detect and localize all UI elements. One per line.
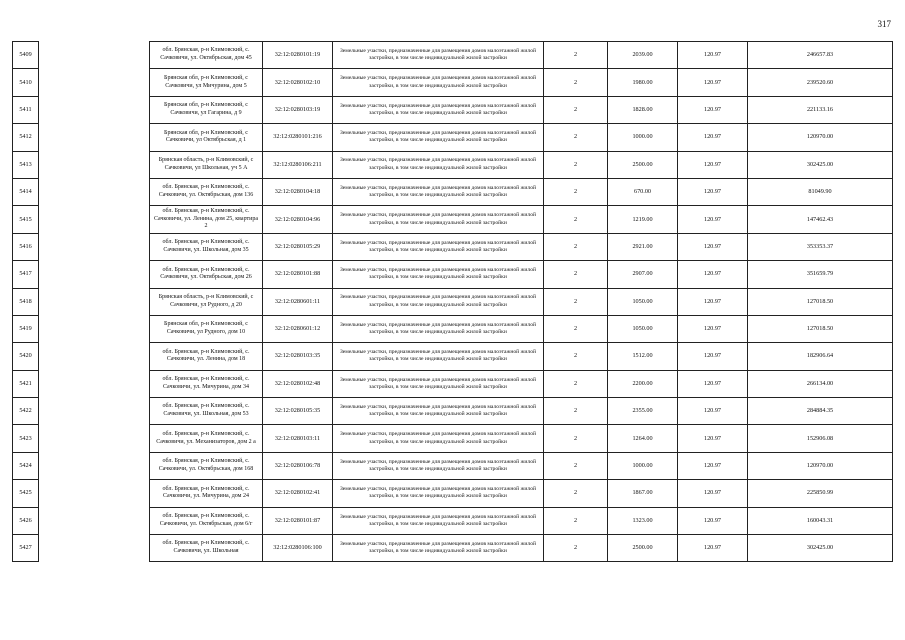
category-cell: 2	[544, 42, 608, 69]
specific-value-cell: 120.97	[678, 480, 748, 507]
cadastral-value-cell: 239520.60	[748, 69, 893, 96]
address-cell: обл. Брянская, р-н Климовский, с. Сачковичи, ул. Механизаторов, дом 2 а	[150, 425, 263, 452]
cadastral-number-cell: 32:12:0280105:35	[263, 398, 333, 425]
area-cell: 1000.00	[608, 124, 678, 151]
row-number-cell: 5426	[13, 507, 39, 534]
cadastral-number-cell: 32:12:0280105:29	[263, 233, 333, 260]
table-body	[13, 42, 893, 562]
specific-value-cell: 120.97	[678, 42, 748, 69]
cadastral-value-cell: 147462.43	[748, 206, 893, 233]
permitted-use-cell: Земельные участки, предназначенные для размещения домов малоэтажной жилой застройки, в том числе индивидуальной жилой застройки	[333, 343, 544, 370]
permitted-use-cell: Земельные участки, предназначенные для размещения домов малоэтажной жилой застройки, в том числе индивидуальной жилой застройки	[333, 452, 544, 479]
address-cell: обл. Брянская, р-н Климовский, с. Сачковичи, ул. Октябрьская, дом 45	[150, 42, 263, 69]
permitted-use-cell: Земельные участки, предназначенные для размещения домов малоэтажной жилой застройки, в том числе индивидуальной жилой застройки	[333, 233, 544, 260]
category-cell: 2	[544, 206, 608, 233]
area-cell: 1828.00	[608, 96, 678, 123]
category-cell: 2	[544, 124, 608, 151]
blank-gap-cell	[39, 124, 150, 151]
table-row	[13, 261, 893, 288]
permitted-use-cell: Земельные участки, предназначенные для размещения домов малоэтажной жилой застройки, в том числе индивидуальной жилой застройки	[333, 315, 544, 342]
table-row	[13, 96, 893, 123]
specific-value-cell: 120.97	[678, 288, 748, 315]
blank-gap-cell	[39, 507, 150, 534]
blank-gap-cell	[39, 178, 150, 205]
address-cell: обл. Брянская, р-н Климовский, с. Сачковичи, ул. Мичурина, дом 34	[150, 370, 263, 397]
area-cell: 1323.00	[608, 507, 678, 534]
cadastral-number-cell: 32:12:0280102:48	[263, 370, 333, 397]
address-cell: Брянская область, р-н Климовский, с Сачковичи, ул Рудного, д 20	[150, 288, 263, 315]
permitted-use-cell: Земельные участки, предназначенные для размещения домов малоэтажной жилой застройки, в том числе индивидуальной жилой застройки	[333, 261, 544, 288]
permitted-use-cell: Земельные участки, предназначенные для размещения домов малоэтажной жилой застройки, в том числе индивидуальной жилой застройки	[333, 96, 544, 123]
row-number-cell: 5417	[13, 261, 39, 288]
table-row	[13, 206, 893, 233]
cadastral-value-cell: 127018.50	[748, 288, 893, 315]
cadastral-value-cell: 81049.90	[748, 178, 893, 205]
permitted-use-cell: Земельные участки, предназначенные для размещения домов малоэтажной жилой застройки, в том числе индивидуальной жилой застройки	[333, 42, 544, 69]
area-cell: 670.00	[608, 178, 678, 205]
cadastral-value-cell: 152906.08	[748, 425, 893, 452]
blank-gap-cell	[39, 42, 150, 69]
blank-gap-cell	[39, 425, 150, 452]
cadastral-number-cell: 32:12:0280101:216	[263, 124, 333, 151]
cadastral-number-cell: 32:12:0280101:19	[263, 42, 333, 69]
blank-gap-cell	[39, 206, 150, 233]
cadastral-number-cell: 32:12:0280103:35	[263, 343, 333, 370]
specific-value-cell: 120.97	[678, 233, 748, 260]
specific-value-cell: 120.97	[678, 398, 748, 425]
specific-value-cell: 120.97	[678, 535, 748, 562]
category-cell: 2	[544, 69, 608, 96]
cadastral-number-cell: 32:12:0280106:78	[263, 452, 333, 479]
blank-gap-cell	[39, 233, 150, 260]
permitted-use-cell: Земельные участки, предназначенные для размещения домов малоэтажной жилой застройки, в том числе индивидуальной жилой застройки	[333, 425, 544, 452]
row-number-cell: 5418	[13, 288, 39, 315]
cadastral-value-cell: 127018.50	[748, 315, 893, 342]
row-number-cell: 5423	[13, 425, 39, 452]
area-cell: 1050.00	[608, 288, 678, 315]
category-cell: 2	[544, 96, 608, 123]
cadastral-number-cell: 32:12:0280103:11	[263, 425, 333, 452]
table-row	[13, 69, 893, 96]
cadastral-number-cell: 32:12:0280104:96	[263, 206, 333, 233]
table-row	[13, 233, 893, 260]
row-number-cell: 5425	[13, 480, 39, 507]
permitted-use-cell: Земельные участки, предназначенные для размещения домов малоэтажной жилой застройки, в том числе индивидуальной жилой застройки	[333, 480, 544, 507]
category-cell: 2	[544, 261, 608, 288]
cadastral-number-cell: 32:12:0280102:41	[263, 480, 333, 507]
cadastral-value-cell: 160043.31	[748, 507, 893, 534]
category-cell: 2	[544, 370, 608, 397]
row-number-cell: 5415	[13, 206, 39, 233]
row-number-cell: 5427	[13, 535, 39, 562]
blank-gap-cell	[39, 96, 150, 123]
table-row	[13, 507, 893, 534]
address-cell: обл. Брянская, р-н Климовский, с. Сачковичи, ул. Мичурина, дом 24	[150, 480, 263, 507]
category-cell: 2	[544, 151, 608, 178]
cadastral-value-cell: 353353.37	[748, 233, 893, 260]
blank-gap-cell	[39, 315, 150, 342]
area-cell: 1512.00	[608, 343, 678, 370]
permitted-use-cell: Земельные участки, предназначенные для размещения домов малоэтажной жилой застройки, в том числе индивидуальной жилой застройки	[333, 370, 544, 397]
cadastral-number-cell: 32:12:0280106:100	[263, 535, 333, 562]
specific-value-cell: 120.97	[678, 151, 748, 178]
category-cell: 2	[544, 315, 608, 342]
table-row	[13, 42, 893, 69]
cadastral-number-cell: 32:12:0280601:11	[263, 288, 333, 315]
category-cell: 2	[544, 535, 608, 562]
specific-value-cell: 120.97	[678, 96, 748, 123]
cadastral-number-cell: 32:12:0280601:12	[263, 315, 333, 342]
cadastral-number-cell: 32:12:0280106:211	[263, 151, 333, 178]
category-cell: 2	[544, 178, 608, 205]
cadastral-value-cell: 120970.00	[748, 124, 893, 151]
permitted-use-cell: Земельные участки, предназначенные для размещения домов малоэтажной жилой застройки, в том числе индивидуальной жилой застройки	[333, 178, 544, 205]
area-cell: 1000.00	[608, 452, 678, 479]
row-number-cell: 5414	[13, 178, 39, 205]
address-cell: Брянская область, р-н Климовский, с Сачковичи, ул Школьная, уч 5 А	[150, 151, 263, 178]
cadastral-value-cell: 246657.83	[748, 42, 893, 69]
table-row	[13, 124, 893, 151]
row-number-cell: 5419	[13, 315, 39, 342]
category-cell: 2	[544, 233, 608, 260]
row-number-cell: 5410	[13, 69, 39, 96]
blank-gap-cell	[39, 151, 150, 178]
category-cell: 2	[544, 425, 608, 452]
cadastral-value-cell: 182906.64	[748, 343, 893, 370]
table-row	[13, 398, 893, 425]
specific-value-cell: 120.97	[678, 425, 748, 452]
cadastral-number-cell: 32:12:0280101:87	[263, 507, 333, 534]
table-row	[13, 535, 893, 562]
row-number-cell: 5424	[13, 452, 39, 479]
row-number-cell: 5422	[13, 398, 39, 425]
blank-gap-cell	[39, 261, 150, 288]
permitted-use-cell: Земельные участки, предназначенные для размещения домов малоэтажной жилой застройки, в том числе индивидуальной жилой застройки	[333, 69, 544, 96]
address-cell: Брянская обл, р-н Климовский, с Сачковичи, ул Гагарина, д 9	[150, 96, 263, 123]
specific-value-cell: 120.97	[678, 343, 748, 370]
table-row	[13, 178, 893, 205]
cadastral-number-cell: 32:12:0280104:18	[263, 178, 333, 205]
blank-gap-cell	[39, 69, 150, 96]
row-number-cell: 5416	[13, 233, 39, 260]
blank-gap-cell	[39, 343, 150, 370]
cadastral-number-cell: 32:12:0280102:10	[263, 69, 333, 96]
table-row	[13, 343, 893, 370]
cadastral-value-cell: 351659.79	[748, 261, 893, 288]
address-cell: обл. Брянская, р-н Климовский, с. Сачковичи, ул. Октябрьская, дом 168	[150, 452, 263, 479]
category-cell: 2	[544, 343, 608, 370]
address-cell: Брянская обл, р-н Климовский, с Сачковичи, ул Рудного, дом 10	[150, 315, 263, 342]
specific-value-cell: 120.97	[678, 370, 748, 397]
area-cell: 1264.00	[608, 425, 678, 452]
specific-value-cell: 120.97	[678, 69, 748, 96]
cadastral-value-cell: 225850.99	[748, 480, 893, 507]
blank-gap-cell	[39, 452, 150, 479]
row-number-cell: 5409	[13, 42, 39, 69]
cadastral-value-table	[12, 41, 893, 562]
area-cell: 2907.00	[608, 261, 678, 288]
address-cell: Брянская обл, р-н Климовский, с Сачковичи, ул Мичурина, дом 5	[150, 69, 263, 96]
area-cell: 2921.00	[608, 233, 678, 260]
cadastral-value-cell: 266134.00	[748, 370, 893, 397]
specific-value-cell: 120.97	[678, 261, 748, 288]
specific-value-cell: 120.97	[678, 178, 748, 205]
address-cell: обл. Брянская, р-н Климовский, с. Сачковичи, ул. Октябрьская, дом 6/г	[150, 507, 263, 534]
area-cell: 2355.00	[608, 398, 678, 425]
cadastral-value-cell: 284884.35	[748, 398, 893, 425]
specific-value-cell: 120.97	[678, 124, 748, 151]
table-row	[13, 425, 893, 452]
table-row	[13, 370, 893, 397]
table-row	[13, 480, 893, 507]
row-number-cell: 5421	[13, 370, 39, 397]
category-cell: 2	[544, 452, 608, 479]
address-cell: обл. Брянская, р-н Климовский, с. Сачковичи, ул. Ленина, дом 25, квартира 2	[150, 206, 263, 233]
cadastral-value-cell: 120970.00	[748, 452, 893, 479]
area-cell: 2200.00	[608, 370, 678, 397]
category-cell: 2	[544, 398, 608, 425]
specific-value-cell: 120.97	[678, 315, 748, 342]
permitted-use-cell: Земельные участки, предназначенные для размещения домов малоэтажной жилой застройки, в том числе индивидуальной жилой застройки	[333, 398, 544, 425]
category-cell: 2	[544, 288, 608, 315]
address-cell: Брянская обл, р-н Климовский, с Сачковичи, ул Октябрьская, д 1	[150, 124, 263, 151]
cadastral-value-cell: 302425.00	[748, 535, 893, 562]
permitted-use-cell: Земельные участки, предназначенные для размещения домов малоэтажной жилой застройки, в том числе индивидуальной жилой застройки	[333, 507, 544, 534]
cadastral-number-cell: 32:12:0280101:88	[263, 261, 333, 288]
table-row	[13, 151, 893, 178]
row-number-cell: 5412	[13, 124, 39, 151]
blank-gap-cell	[39, 535, 150, 562]
permitted-use-cell: Земельные участки, предназначенные для размещения домов малоэтажной жилой застройки, в том числе индивидуальной жилой застройки	[333, 124, 544, 151]
category-cell: 2	[544, 480, 608, 507]
area-cell: 1219.00	[608, 206, 678, 233]
table-row	[13, 315, 893, 342]
cadastral-number-cell: 32:12:0280103:19	[263, 96, 333, 123]
blank-gap-cell	[39, 370, 150, 397]
page-number: 317	[877, 19, 891, 29]
specific-value-cell: 120.97	[678, 206, 748, 233]
address-cell: обл. Брянская, р-н Климовский, с. Сачковичи, ул. Ленина, дом 18	[150, 343, 263, 370]
specific-value-cell: 120.97	[678, 452, 748, 479]
area-cell: 1980.00	[608, 69, 678, 96]
area-cell: 1050.00	[608, 315, 678, 342]
table-row	[13, 288, 893, 315]
area-cell: 2039.00	[608, 42, 678, 69]
permitted-use-cell: Земельные участки, предназначенные для размещения домов малоэтажной жилой застройки, в том числе индивидуальной жилой застройки	[333, 206, 544, 233]
address-cell: обл. Брянская, р-н Климовский, с. Сачковичи, ул. Школьная, дом 53	[150, 398, 263, 425]
row-number-cell: 5411	[13, 96, 39, 123]
specific-value-cell: 120.97	[678, 507, 748, 534]
row-number-cell: 5420	[13, 343, 39, 370]
blank-gap-cell	[39, 398, 150, 425]
area-cell: 2500.00	[608, 535, 678, 562]
blank-gap-cell	[39, 288, 150, 315]
permitted-use-cell: Земельные участки, предназначенные для размещения домов малоэтажной жилой застройки, в том числе индивидуальной жилой застройки	[333, 535, 544, 562]
blank-gap-cell	[39, 480, 150, 507]
area-cell: 2500.00	[608, 151, 678, 178]
cadastral-value-cell: 302425.00	[748, 151, 893, 178]
cadastral-value-cell: 221133.16	[748, 96, 893, 123]
area-cell: 1867.00	[608, 480, 678, 507]
address-cell: обл. Брянская, р-н Климовский, с. Сачковичи, ул. Школьная, дом 35	[150, 233, 263, 260]
address-cell: обл. Брянская, р-н Климовский, с. Сачковичи, ул. Школьная	[150, 535, 263, 562]
permitted-use-cell: Земельные участки, предназначенные для размещения домов малоэтажной жилой застройки, в том числе индивидуальной жилой застройки	[333, 151, 544, 178]
address-cell: обл. Брянская, р-н Климовский, с. Сачковичи, ул. Октябрьская, дом 26	[150, 261, 263, 288]
category-cell: 2	[544, 507, 608, 534]
permitted-use-cell: Земельные участки, предназначенные для размещения домов малоэтажной жилой застройки, в том числе индивидуальной жилой застройки	[333, 288, 544, 315]
row-number-cell: 5413	[13, 151, 39, 178]
address-cell: обл. Брянская, р-н Климовский, с. Сачковичи, ул. Октябрьская, дом 136	[150, 178, 263, 205]
table-row	[13, 452, 893, 479]
